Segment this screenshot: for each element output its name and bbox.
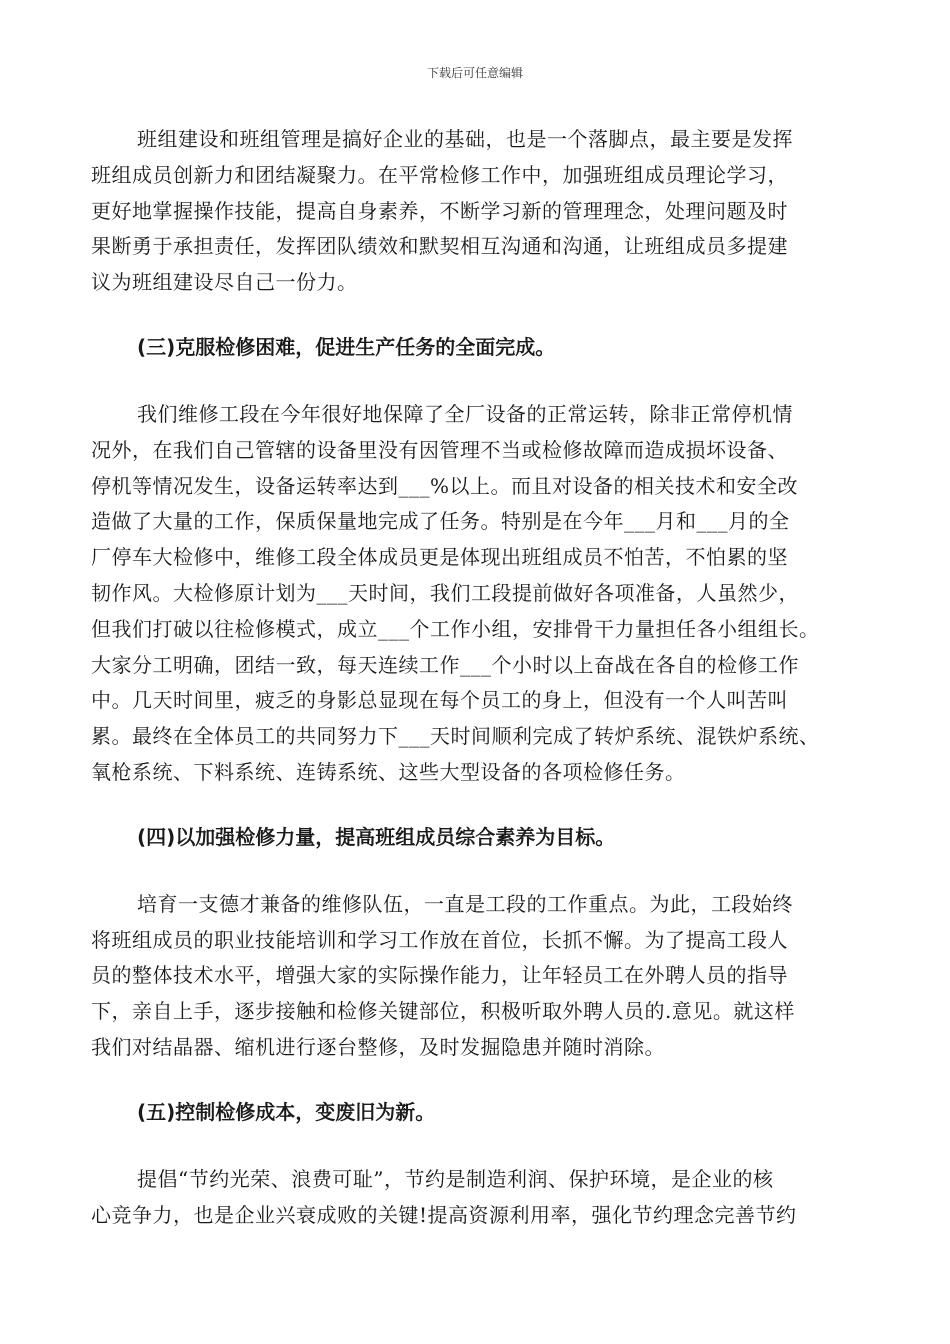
- section-heading: (三)克服检修困难，促进生产任务的全面完成。: [137, 334, 556, 359]
- text-line: 我们对结晶器、缩机进行逐台整修，及时发掘隐患并随时消除。: [91, 1034, 665, 1059]
- text-line: 韧作风。大检修原计划为___天时间，我们工段提前做好各项准备，人虽然少，: [91, 580, 799, 605]
- text-line: 我们维修工段在今年很好地保障了全厂设备的正常运转，除非正常停机情: [137, 401, 793, 426]
- text-line: 造做了大量的工作，保质保量地完成了任务。特别是在今年___月和___月的全: [91, 509, 790, 534]
- paragraph: [0, 1162, 950, 1234]
- page-header: 下载后可任意编辑: [426, 66, 523, 80]
- text-line: 将班组成员的职业技能培训和学习工作放在首位，长抓不懈。为了提高工段人: [91, 927, 788, 952]
- text-line: 中。几天时间里，疲乏的身影总显现在每个员工的身上，但没有一个人叫苦叫: [91, 688, 788, 713]
- text-line: 心竞争力，也是企业兴衰成败的关键!提高资源利用率，强化节约理念完善节约: [91, 1202, 797, 1227]
- text-line: 况外，在我们自己管辖的设备里没有因管理不当或检修故障而造成损坏设备、: [91, 437, 788, 462]
- text-line: 果断勇于承担责任，发挥团队绩效和默契相互沟通和沟通，让班组成员多提建: [91, 234, 788, 259]
- text-line: 累。最终在全体员工的共同努力下___天时间顺利完成了转炉系统、混铁炉系统、: [91, 724, 820, 749]
- paragraph: [0, 397, 950, 791]
- text-line: 停机等情况发生，设备运转率达到___%以上。而且对设备的相关技术和安全改: [91, 473, 799, 498]
- text-line: 大家分工明确，团结一致，每天连续工作___个小时以上奋战在各自的检修工作: [91, 652, 799, 677]
- text-line: 提倡“节约光荣、浪费可耻”，节约是制造利润、保护环境，是企业的核: [137, 1166, 774, 1191]
- text-line: 更好地掌握操作技能，提高自身素养，不断学习新的管理理念，处理问题及时: [91, 198, 788, 223]
- document-body: [0, 122, 950, 1259]
- text-line: 氧枪系统、下料系统、连铸系统、这些大型设备的各项检修任务。: [91, 759, 686, 784]
- text-line: 议为班组建设尽自己一份力。: [91, 270, 358, 295]
- section-heading: (五)控制检修成本，变废旧为新。: [137, 1099, 436, 1124]
- text-line: 班组建设和班组管理是搞好企业的基础，也是一个落脚点，最主要是发挥: [137, 127, 793, 151]
- text-line: 班组成员创新力和团结凝聚力。在平常检修工作中，加强班组成员理论学习，: [91, 162, 788, 187]
- text-line: 下，亲自上手，逐步接触和检修关键部位，积极听取外聘人员的.意见。就这样: [91, 999, 795, 1024]
- text-line: 厂停车大检修中，维修工段全体成员更是体现出班组成员不怕苦，不怕累的坚: [91, 545, 788, 570]
- paragraph: [0, 122, 950, 301]
- section-heading: (四)以加强检修力量，提高班组成员综合素养为目标。: [137, 824, 616, 849]
- text-line: 培育一支德才兼备的维修队伍，一直是工段的工作重点。为此，工段始终: [137, 891, 793, 916]
- text-line: 员的整体技术水平，增强大家的实际操作能力，让年轻员工在外聘人员的指导: [91, 963, 788, 988]
- paragraph: [0, 887, 950, 1066]
- text-line: 但我们打破以往检修模式，成立___个工作小组，安排骨干力量担任各小组组长。: [91, 616, 820, 641]
